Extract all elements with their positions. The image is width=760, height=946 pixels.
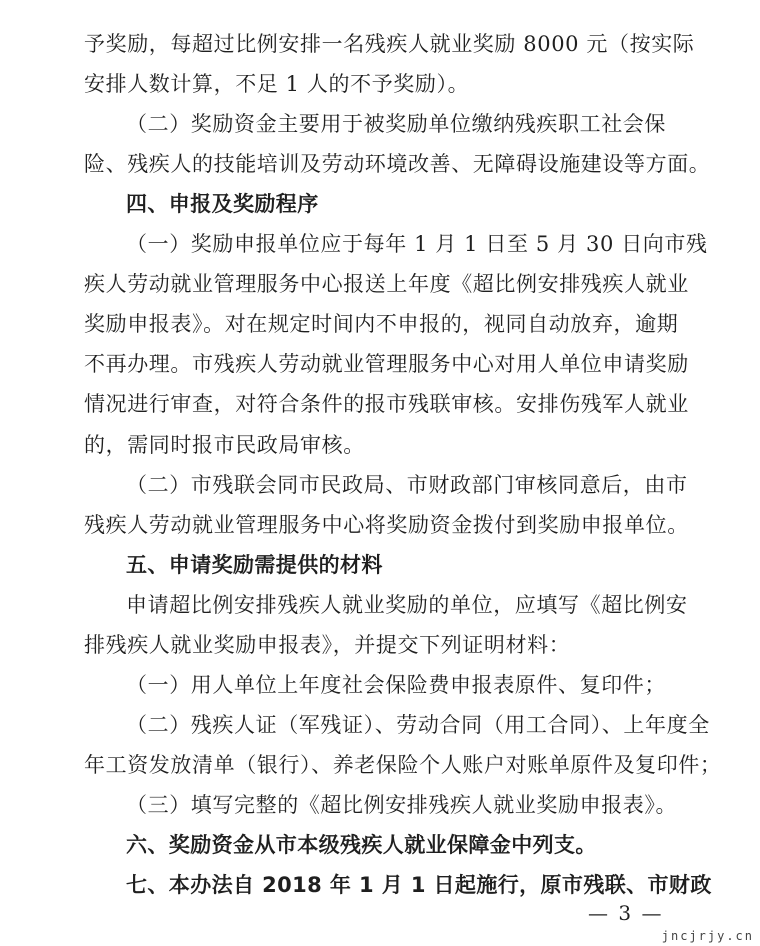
text-line: 疾人劳动就业管理服务中心报送上年度《超比例安排残疾人就业: [84, 272, 689, 297]
text-line: 年工资发放清单（银行）、养老保险个人账户对账单原件及复印件；: [84, 752, 722, 777]
text-line: 予奖励，每超过比例安排一名残疾人就业奖励 8000 元（按实际: [84, 32, 695, 56]
section-heading-6: 六、奖励资金从市本级残疾人就业保障金中列支。: [126, 833, 597, 857]
paragraph-start-line: （二）奖励资金主要用于被奖励单位缴纳残疾职工社会保: [126, 112, 666, 137]
text-line: 的，需同时报市民政局审核。: [84, 432, 365, 457]
paragraph-start-line: （二）市残联会同市民政局、市财政部门审核同意后，由市: [126, 472, 688, 497]
text-line: 险、残疾人的技能培训及劳动环境改善、无障碍设施建设等方面。: [84, 152, 711, 177]
list-item-2: （二）残疾人证（军残证）、劳动合同（用工合同）、上年度全: [126, 712, 710, 737]
section-heading-5: 五、申请奖励需提供的材料: [126, 552, 383, 577]
paragraph-start-line: （一）奖励申报单位应于每年 1 月 1 日至 5 月 30 日向市残: [126, 232, 708, 257]
list-item-3: （三）填写完整的《超比例安排残疾人就业奖励申报表》。: [126, 792, 678, 817]
text-line: 安排人数计算，不足 1 人的不予奖励）。: [84, 72, 470, 96]
text-line: 排残疾人就业奖励申报表》，并提交下列证明材料：: [84, 632, 571, 657]
section-heading-4: 四、申报及奖励程序: [126, 192, 319, 217]
text-line: 情况进行审查，对符合条件的报市残联审核。安排伤残军人就业: [84, 392, 689, 417]
section-heading-7: 七、本办法自 2018 年 1 月 1 日起施行，原市残联、市财政: [126, 873, 712, 897]
page-number: — 3 —: [588, 901, 664, 925]
list-item-1: （一）用人单位上年度社会保险费申报表原件、复印件；: [126, 672, 666, 697]
paragraph-start-line: 申请超比例安排残疾人就业奖励的单位，应填写《超比例安: [126, 592, 688, 617]
text-line: 残疾人劳动就业管理服务中心将奖励资金拨付到奖励申报单位。: [84, 512, 689, 537]
text-line: 奖励申报表》。对在规定时间内不申报的，视同自动放弃，逾期: [84, 312, 679, 337]
watermark: jncjrjy.cn: [661, 929, 754, 943]
text-line: 不再办理。市残疾人劳动就业管理服务中心对用人单位申请奖励: [84, 352, 689, 377]
